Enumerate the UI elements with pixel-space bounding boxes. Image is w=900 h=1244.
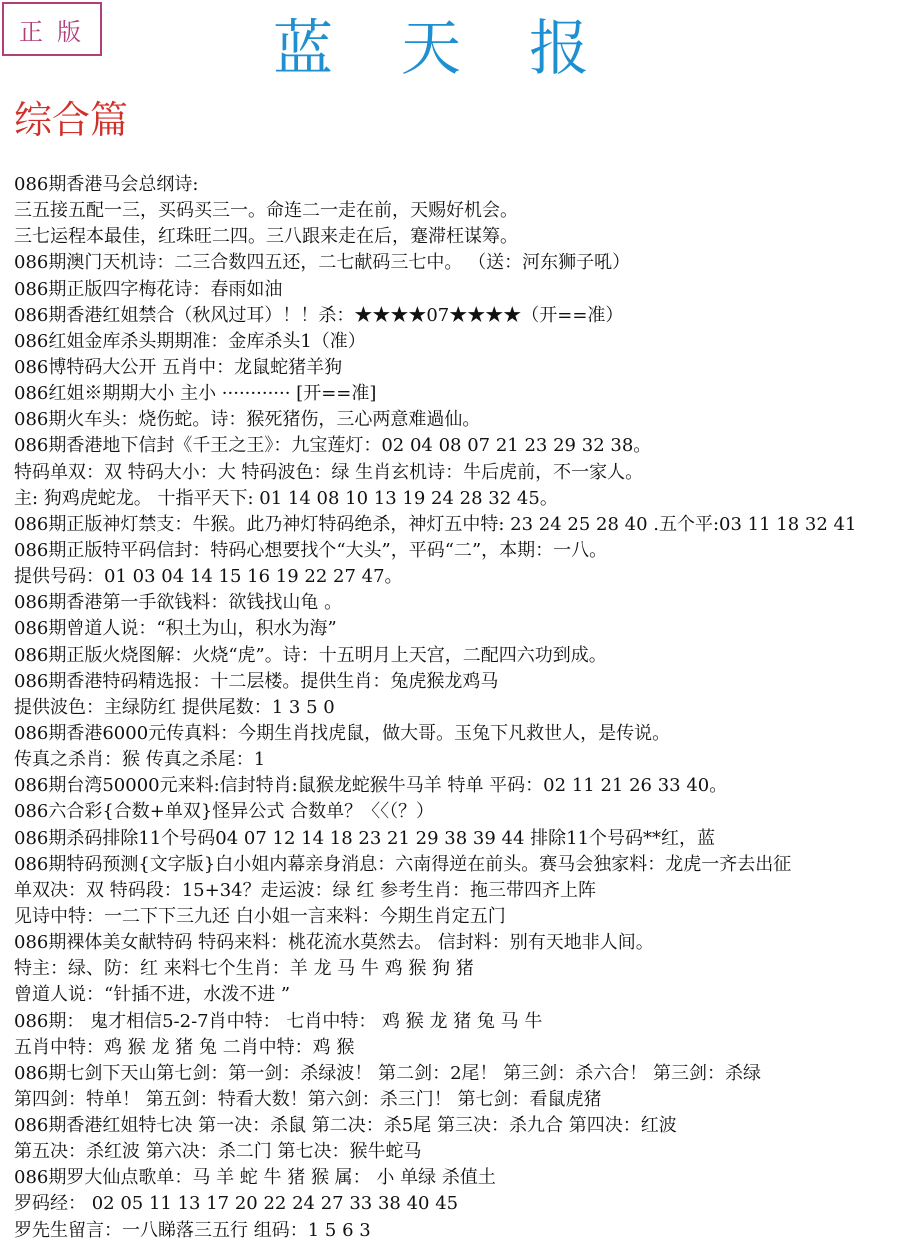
text-line: 单双决：双 特码段：15+34？走运波：绿 红 参考生肖：拖三带四齐上阵 (14, 879, 597, 901)
text-line: 086期特码预测{文字版}白小姐内幕亲身消息：六南得逆在前头。赛马会独家料：龙虎一齐去出征 (14, 853, 792, 875)
text-line: 特主：绿、防：红 来料七个生肖：羊 龙 马 牛 鸡 猴 狗 猪 (14, 958, 474, 980)
text-line: 086期裸体美女献特码 特码来料：桃花流水莫然去。 信封料：别有天地非人间。 (14, 932, 654, 954)
authentic-badge: 正版 (2, 2, 102, 56)
content-body (14, 172, 894, 1244)
text-line: 传真之杀肖：猴 传真之杀尾：1 (14, 749, 266, 771)
text-line: 三七运程本最佳，红珠旺二四。三八跟来走在后，蹇滞枉谋筹。 (14, 226, 518, 248)
text-line: 086期曾道人说：“积土为山，积水为海” (14, 618, 337, 640)
text-line: 见诗中特：一二下下三九还 白小姐一言来料：今期生肖定五门 (14, 905, 506, 927)
text-line: 086期香港红姐特七决 第一决：杀鼠 第二决：杀5尾 第三决：杀九合 第四决：红波 (14, 1115, 677, 1137)
text-line: 086期正版神灯禁支：牛猴。此乃神灯特码绝杀，神灯五中特: 23 24 25 28 40 .五个平:03 11 18 32 41 (14, 513, 857, 535)
text-line: 曾道人说：“针插不进，水泼不进 ” (14, 984, 291, 1006)
text-line: 罗先生留言：一八睇落三五行 组码：1 5 6 3 (14, 1219, 371, 1241)
text-line: 086期台湾50000元来料:信封特肖:鼠猴龙蛇猴牛马羊 特单 平码：02 11 21 26 33 40。 (14, 775, 728, 797)
section-heading: 综合篇 (14, 98, 129, 142)
text-line: 086期正版特平码信封：特码心想要找个“大头”，平码“二”，本期：一八。 (14, 539, 608, 561)
text-line: 086期七剑下天山第七剑：第一剑：杀绿波！ 第二剑：2尾！ 第三剑：杀六合！ 第三剑：杀绿 (14, 1062, 761, 1084)
text-line: 提供波色：主绿防红 提供尾数：1 3 5 0 (14, 696, 335, 718)
text-line: 086红姐※期期大小 主小 ············ [开==准] (14, 383, 377, 405)
text-line: 特码单双：双 特码大小：大 特码波色：绿 生肖玄机诗：牛后虎前，不一家人。 (14, 461, 644, 483)
text-line: 罗码经： 02 05 11 13 17 20 22 24 27 33 38 40 45 (14, 1193, 459, 1215)
text-line: 三五接五配一三，买码买三一。命连二一走在前，天赐好机会。 (14, 200, 518, 222)
text-line: 五肖中特：鸡 猴 龙 猪 兔 二肖中特：鸡 猴 (14, 1036, 355, 1058)
text-line: 086期香港马会总纲诗: (14, 174, 199, 195)
text-line: 086期火车头：烧伤蛇。诗：猴死猪伤，三心两意难過仙。 (14, 409, 481, 431)
page-title: 蓝天报 (273, 14, 657, 84)
text-line: 086期： 鬼才相信5-2-7肖中特： 七肖中特： 鸡 猴 龙 猪 兔 马 牛 (14, 1010, 543, 1032)
text-line: 086期香港红姐禁合（秋风过耳）！！杀：★★★★07★★★★（开==准） (14, 304, 624, 326)
text-line: 086期香港6000元传真料：今期生肖找虎鼠，做大哥。玉兔下凡救世人，是传说。 (14, 722, 671, 744)
text-line: 086博特码大公开 五肖中：龙鼠蛇猪羊狗 (14, 356, 343, 378)
text-line: 086期罗大仙点歌单：马 羊 蛇 牛 猪 猴 属： 小 单绿 杀值土 (14, 1167, 496, 1189)
text-line: 086期杀码排除11个号码04 07 12 14 18 23 21 29 38 39 44 排除11个号码**红，蓝 (14, 827, 716, 849)
text-line: 086六合彩{合数+单双}怪异公式 合数单？〈〈（？） (14, 801, 435, 823)
text-line: 086红姐金库杀头期期准：金库杀头1（准） (14, 330, 366, 352)
text-line: 086期正版火烧图解：火烧“虎”。诗：十五明月上天宫，二配四六功到成。 (14, 644, 607, 666)
text-line: 086期香港地下信封《千王之王》：九宝莲灯：02 04 08 07 21 23 29 32 38。 (14, 435, 652, 457)
text-line: 主: 狗鸡虎蛇龙。 十指平天下: 01 14 08 10 13 19 24 28 32 45。 (14, 487, 558, 509)
text-line: 第五决：杀红波 第六决：杀二门 第七决：猴牛蛇马 (14, 1141, 422, 1163)
text-line: 第四剑：特单！ 第五剑：特看大数！第六剑：杀三门！ 第七剑：看鼠虎猪 (14, 1088, 602, 1110)
text-line: 086期澳门天机诗：二三合数四五还，二七献码三七中。 （送：河东狮子吼） (14, 252, 631, 274)
text-line: 086期香港第一手欲钱料：欲钱找山龟 。 (14, 592, 343, 614)
text-line: 提供号码：01 03 04 14 15 16 19 22 27 47。 (14, 566, 403, 588)
text-line: 086期正版四字梅花诗：春雨如油 (14, 278, 283, 300)
text-line: 086期香港特码精选报：十二层楼。提供生肖：兔虎猴龙鸡马 (14, 670, 499, 692)
